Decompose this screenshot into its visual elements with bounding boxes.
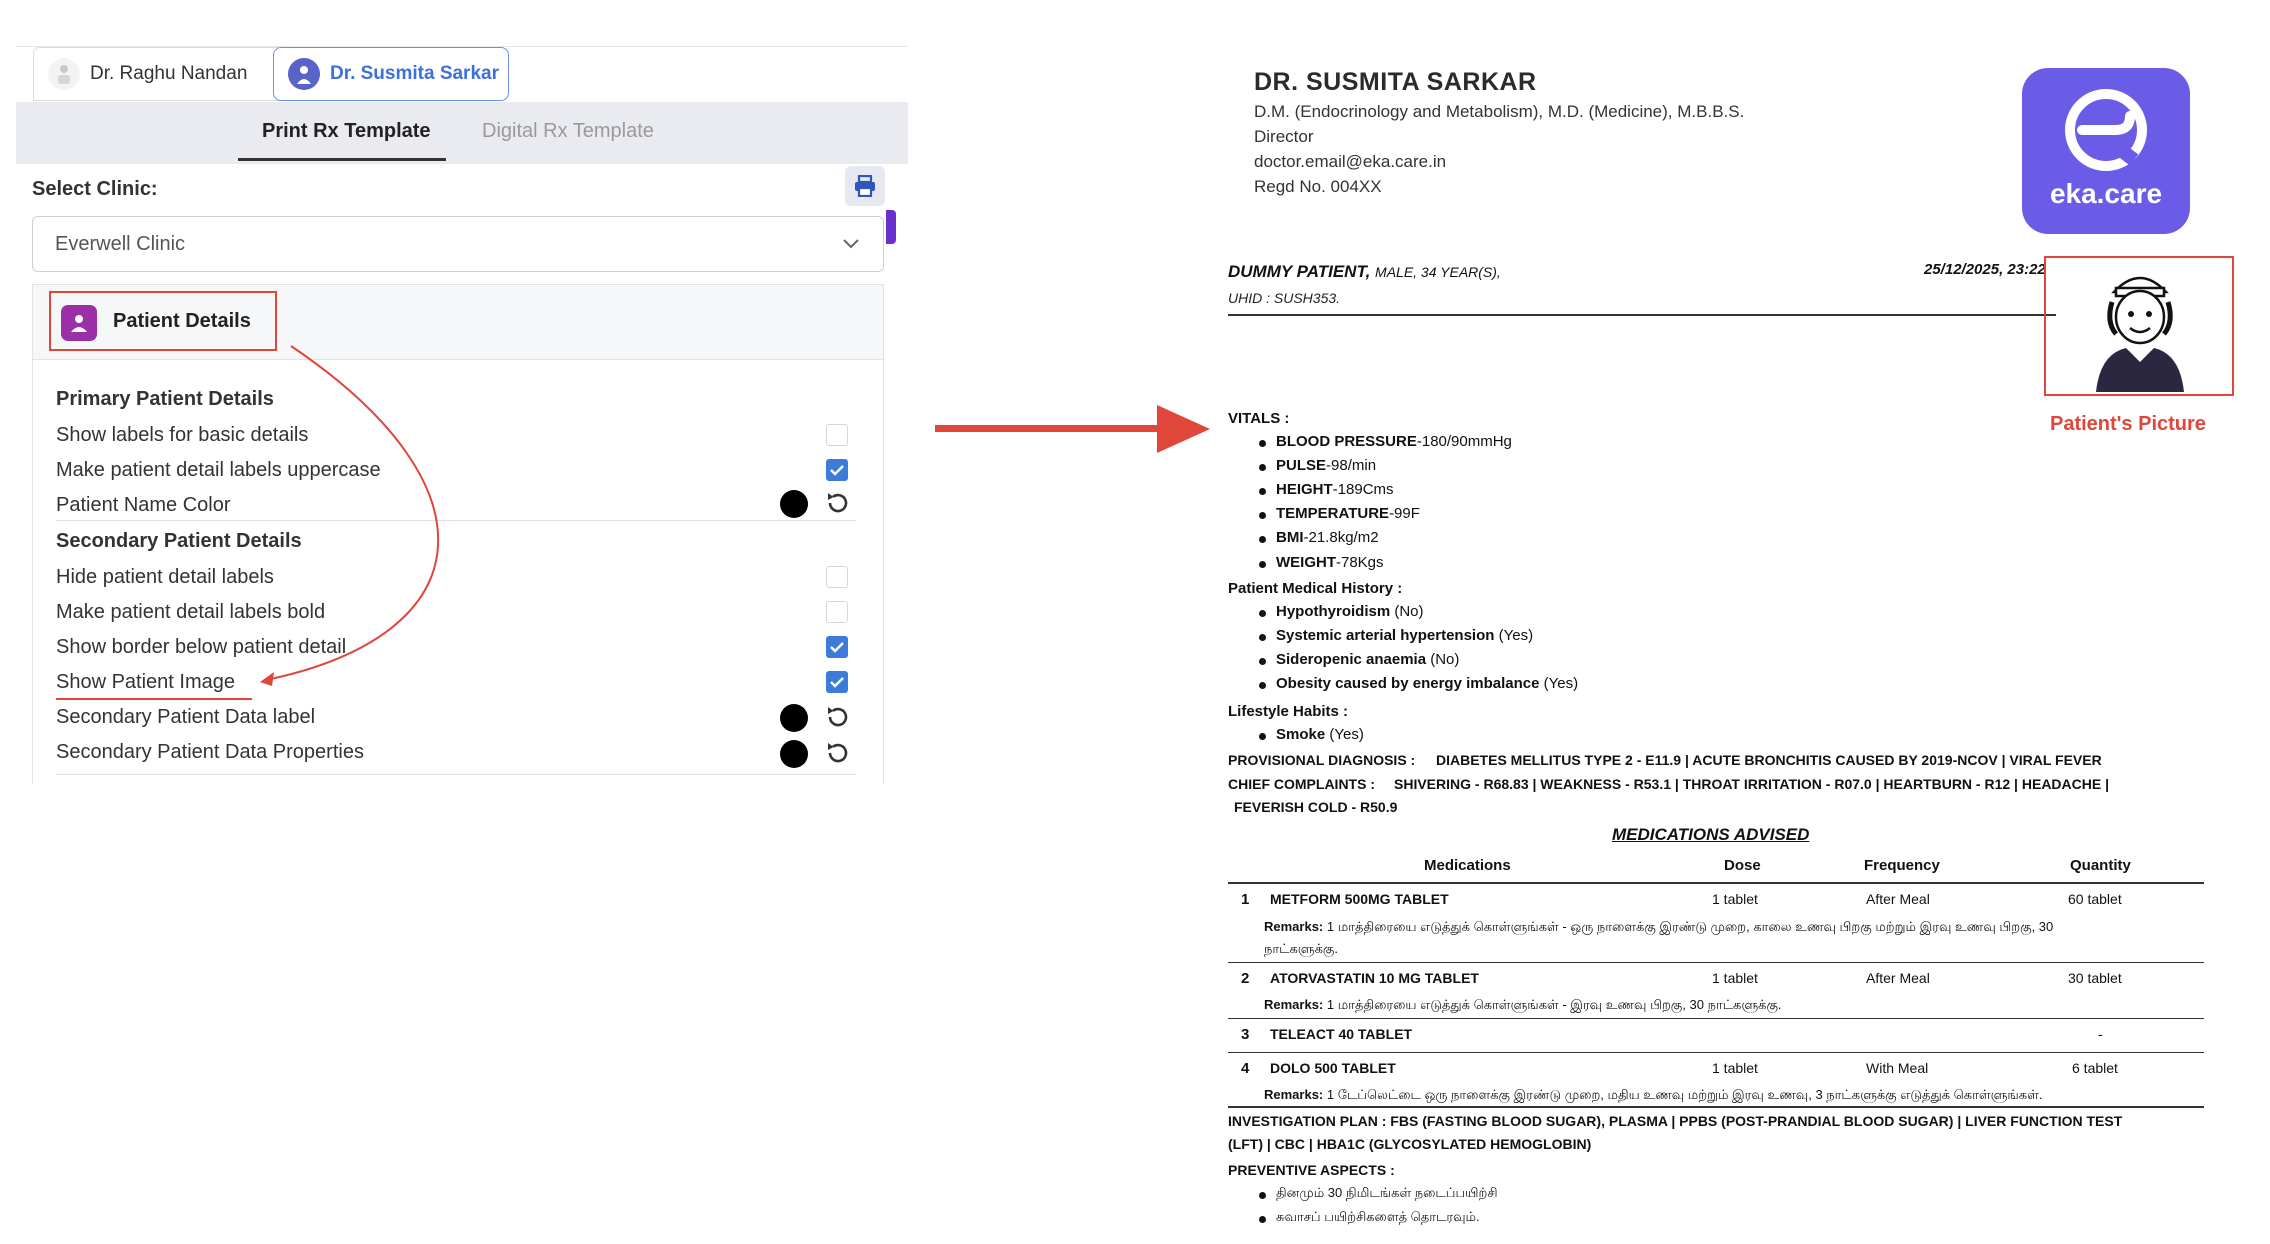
rx-datetime: 25/12/2025, 23:22 bbox=[1924, 261, 2046, 278]
row-label: Secondary Patient Data Properties bbox=[56, 741, 364, 763]
row-label: Patient Name Color bbox=[56, 494, 231, 516]
med-index: 4 bbox=[1241, 1060, 1250, 1077]
med-name: DOLO 500 TABLET bbox=[1270, 1060, 1396, 1076]
col-quantity: Quantity bbox=[2070, 857, 2131, 874]
select-clinic-label: Select Clinic: bbox=[32, 178, 158, 200]
med-remarks: Remarks: 1 டேப்லெட்டை ஒரு நாளைக்கு இரண்டு முறை, மதிய உணவு மற்றும் இரவு உணவு, 3 நாட்களுக்கு எடுத்துக் கொள்ளுங்கள். bbox=[1264, 1087, 2043, 1102]
tab-print-rx-template[interactable]: Print Rx Template bbox=[262, 120, 431, 142]
patient-uhid: UHID : SUSH353. bbox=[1228, 290, 1341, 306]
history-item: Obesity caused by energy imbalance (Yes) bbox=[1276, 675, 1579, 692]
secondary-heading: Secondary Patient Details bbox=[56, 530, 302, 552]
complaints-label: CHIEF COMPLAINTS : bbox=[1228, 776, 1375, 792]
doctor-name: DR. SUSMITA SARKAR bbox=[1254, 68, 1537, 96]
clinic-select-value: Everwell Clinic bbox=[55, 233, 186, 255]
preventive-item: சுவாசப் பயிற்சிகளைத் தொடரவும். bbox=[1276, 1209, 1480, 1224]
row-label: Secondary Patient Data label bbox=[56, 706, 316, 728]
patient-border bbox=[1228, 314, 2056, 316]
logo-text: eka.care bbox=[2049, 178, 2163, 209]
doctor-reg: Regd No. 004XX bbox=[1254, 177, 1382, 196]
med-remarks: Remarks: 1 மாத்திரையை எடுத்துக் கொள்ளுங்கள் - ஒரு நாளைக்கு இரண்டு முறை, காலை உணவு பிறகு மற்றும் இரவு உணவு பிறகு, 30 bbox=[1264, 919, 2054, 934]
patient-details-title: Patient Details bbox=[113, 310, 251, 332]
doctor-tab-label: Dr. Susmita Sarkar bbox=[330, 63, 499, 84]
med-dose: 1 tablet bbox=[1712, 891, 1758, 907]
lifestyle-item: Smoke (Yes) bbox=[1276, 726, 1364, 743]
doctor-degrees: D.M. (Endocrinology and Metabolism), M.D. (Medicine), M.B.B.S. bbox=[1254, 102, 1745, 121]
med-name: METFORM 500MG TABLET bbox=[1270, 891, 1449, 907]
vital-item: BLOOD PRESSURE-180/90mmHg bbox=[1276, 433, 1512, 450]
col-dose: Dose bbox=[1724, 857, 1761, 874]
patient-picture-label: Patient's Picture bbox=[2050, 413, 2206, 435]
diagnosis-value: DIABETES MELLITUS TYPE 2 - E11.9 | ACUTE BRONCHITIS CAUSED BY 2019-NCOV | VIRAL FEVER bbox=[1436, 752, 2102, 768]
med-dose: 1 tablet bbox=[1712, 1060, 1758, 1076]
table-rule bbox=[1228, 1018, 2204, 1019]
med-frequency: After Meal bbox=[1866, 970, 1930, 986]
row-label: Make patient detail labels bold bbox=[56, 601, 326, 623]
history-item: Hypothyroidism (No) bbox=[1276, 603, 1424, 620]
med-quantity: - bbox=[2098, 1026, 2103, 1042]
eka-care-logo bbox=[2022, 68, 2190, 234]
table-rule bbox=[1228, 882, 2204, 884]
med-index: 2 bbox=[1241, 970, 1250, 987]
med-frequency: With Meal bbox=[1866, 1060, 1929, 1076]
med-remarks-cont: நாட்களுக்கு. bbox=[1264, 941, 1338, 956]
doctor-title: Director bbox=[1254, 127, 1314, 146]
patient-avatar-icon bbox=[2086, 262, 2194, 392]
history-item: Sideropenic anaemia (No) bbox=[1276, 651, 1460, 668]
patient-name: DUMMY PATIENT, MALE, 34 YEAR(S), bbox=[1228, 262, 1501, 281]
vital-item: HEIGHT-189Cms bbox=[1276, 481, 1394, 498]
med-dose: 1 tablet bbox=[1712, 970, 1758, 986]
row-label: Show border below patient detail bbox=[56, 636, 347, 658]
row-label: Make patient detail labels uppercase bbox=[56, 459, 381, 481]
med-frequency: After Meal bbox=[1866, 891, 1930, 907]
row-label: Hide patient detail labels bbox=[56, 566, 274, 588]
vital-item: TEMPERATURE-99F bbox=[1276, 505, 1420, 522]
primary-heading: Primary Patient Details bbox=[56, 388, 274, 410]
vital-item: PULSE-98/min bbox=[1276, 457, 1377, 474]
med-remarks: Remarks: 1 மாத்திரையை எடுத்துக் கொள்ளுங்கள் - இரவு உணவு பிறகு, 30 நாட்களுக்கு. bbox=[1264, 997, 1782, 1012]
investigation-plan: INVESTIGATION PLAN : FBS (FASTING BLOOD SUGAR), PLASMA | PPBS (POST-PRANDIAL BLOOD SUGAR) | LIVER FUNCTION TEST bbox=[1228, 1113, 2123, 1129]
logo-mark-icon bbox=[2056, 86, 2156, 176]
med-quantity: 60 tablet bbox=[2068, 891, 2122, 907]
preventive-heading: PREVENTIVE ASPECTS : bbox=[1228, 1162, 1395, 1178]
med-quantity: 30 tablet bbox=[2068, 970, 2122, 986]
complaints-value: SHIVERING - R68.83 | WEAKNESS - R53.1 | THROAT IRRITATION - R07.0 | HEARTBURN - R12 | HEADACHE | bbox=[1394, 776, 2110, 792]
vital-item: BMI-21.8kg/m2 bbox=[1276, 529, 1379, 546]
med-quantity: 6 tablet bbox=[2072, 1060, 2118, 1076]
table-rule bbox=[1228, 1106, 2204, 1108]
vitals-heading: VITALS : bbox=[1228, 410, 1290, 427]
history-item: Systemic arterial hypertension (Yes) bbox=[1276, 627, 1534, 644]
med-name: TELEACT 40 TABLET bbox=[1270, 1026, 1413, 1042]
doctor-tab-label: Dr. Raghu Nandan bbox=[90, 63, 248, 84]
doctor-email: doctor.email@eka.care.in bbox=[1254, 152, 1447, 171]
medications-title: MEDICATIONS ADVISED bbox=[1612, 825, 1810, 844]
show-patient-image-label: Show Patient Image bbox=[56, 671, 235, 693]
vital-item: WEIGHT-78Kgs bbox=[1276, 554, 1384, 571]
med-name: ATORVASTATIN 10 MG TABLET bbox=[1270, 970, 1479, 986]
med-index: 1 bbox=[1241, 891, 1250, 908]
preventive-item: தினமும் 30 நிமிடங்கள் நடைப்பயிற்சி bbox=[1276, 1185, 1498, 1200]
investigation-plan-cont: (LFT) | CBC | HBA1C (GLYCOSYLATED HEMOGLOBIN) bbox=[1228, 1136, 1592, 1152]
patient-picture-box bbox=[2044, 256, 2234, 396]
complaints-value-cont: FEVERISH COLD - R50.9 bbox=[1234, 799, 1398, 815]
history-heading: Patient Medical History : bbox=[1228, 580, 1403, 597]
tab-digital-rx-template[interactable]: Digital Rx Template bbox=[482, 120, 654, 142]
row-label: Show labels for basic details bbox=[56, 424, 309, 446]
col-frequency: Frequency bbox=[1864, 857, 1940, 874]
col-medications: Medications bbox=[1424, 857, 1511, 874]
lifestyle-heading: Lifestyle Habits : bbox=[1228, 703, 1349, 720]
table-rule bbox=[1228, 1052, 2204, 1053]
diagnosis-label: PROVISIONAL DIAGNOSIS : bbox=[1228, 752, 1416, 768]
med-index: 3 bbox=[1241, 1026, 1250, 1043]
table-rule bbox=[1228, 962, 2204, 963]
